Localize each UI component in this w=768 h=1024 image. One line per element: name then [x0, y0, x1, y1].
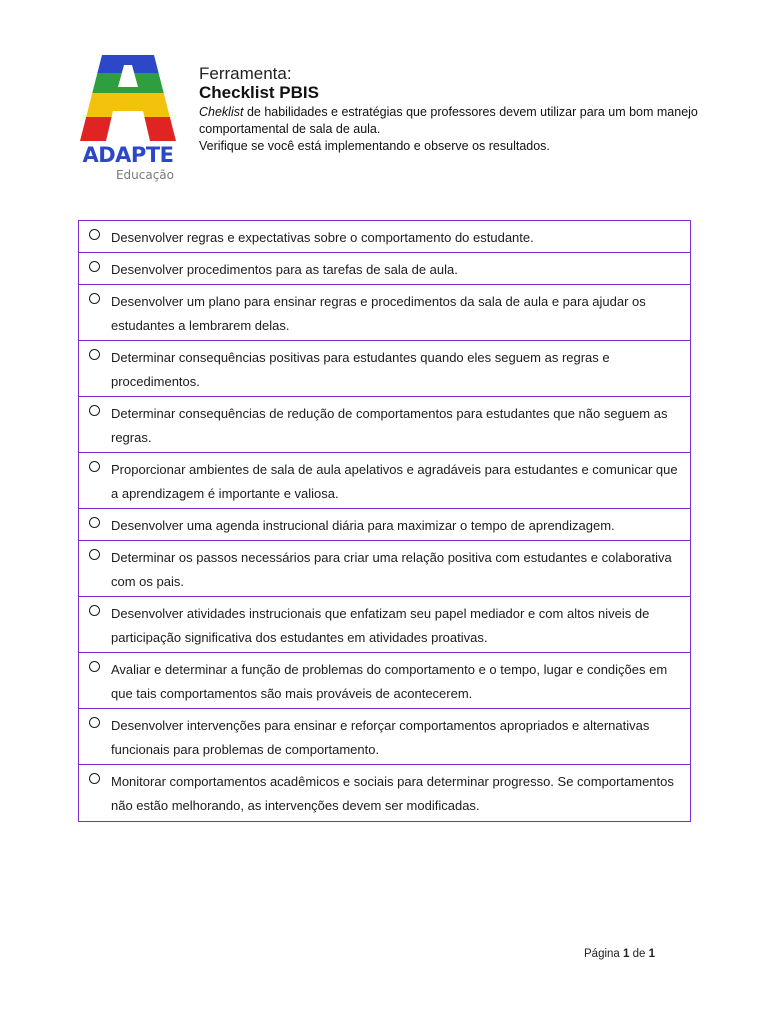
- checklist-item: [79, 597, 690, 653]
- logo-subtitle: Educação: [115, 168, 174, 182]
- current-page: 1: [623, 948, 630, 960]
- checkbox-circle-icon[interactable]: [89, 293, 100, 304]
- checklist-item: [79, 285, 690, 341]
- page-prefix: Página: [584, 948, 624, 960]
- checkbox-circle-icon[interactable]: [89, 661, 100, 672]
- checklist-item: [79, 765, 690, 821]
- checklist-item-text: Proporcionar ambientes de sala de aula apelativos e agradáveis para estudantes e comunicar que a aprendizagem é importante e valiosa.: [111, 462, 678, 501]
- checklist-item-text: Desenvolver atividades instrucionais que enfatizam seu papel mediador e com altos niveis de participação significativa dos estudantes em atividades proativas.: [111, 606, 650, 645]
- checkbox-circle-icon[interactable]: [89, 717, 100, 728]
- checklist-item-text: Monitorar comportamentos acadêmicos e sociais para determinar progresso. Se comportamentos não estão melhorando, as intervenções devem ser modificadas.: [111, 774, 674, 813]
- checklist-item: [79, 341, 690, 397]
- checklist-table: [78, 220, 691, 822]
- checkbox-circle-icon[interactable]: [89, 229, 100, 240]
- checklist-item-text: Desenvolver regras e expectativas sobre o comportamento do estudante.: [111, 230, 534, 245]
- checkbox-circle-icon[interactable]: [89, 461, 100, 472]
- logo-name: ADAPTE: [82, 143, 174, 167]
- checklist-item: [79, 653, 690, 709]
- checklist-item-text: Desenvolver procedimentos para as tarefas de sala de aula.: [111, 262, 458, 277]
- checklist-item-text: Desenvolver uma agenda instrucional diária para maximizar o tempo de aprendizagem.: [111, 518, 615, 533]
- page-footer: [584, 948, 655, 960]
- document-title: Checklist PBIS: [199, 83, 319, 102]
- description-text: de habilidades e estratégias que professores devem utilizar para um bom manejo comportamental de sala de aula.: [199, 105, 698, 136]
- adapte-logo: [80, 55, 176, 185]
- checkbox-circle-icon[interactable]: [89, 261, 100, 272]
- total-pages: 1: [648, 948, 656, 960]
- checklist-item: [79, 221, 690, 253]
- tool-label: Ferramenta:: [199, 64, 292, 83]
- document-description: [199, 104, 719, 155]
- checkbox-circle-icon[interactable]: [89, 605, 100, 616]
- checklist-item-text: Determinar consequências positivas para estudantes quando eles seguem as regras e procedimentos.: [111, 350, 610, 389]
- checkbox-circle-icon[interactable]: [89, 549, 100, 560]
- checklist-item: [79, 453, 690, 509]
- checkbox-circle-icon[interactable]: [89, 349, 100, 360]
- description-emphasis: Cheklist: [199, 105, 244, 119]
- checklist-item: [79, 509, 690, 541]
- checklist-item: [79, 709, 690, 765]
- checklist-item: [79, 541, 690, 597]
- adapte-a-icon: [80, 55, 176, 141]
- checklist-item-text: Determinar consequências de redução de comportamentos para estudantes que não seguem as regras.: [111, 406, 668, 445]
- checklist-item: [79, 253, 690, 285]
- checklist-item-text: Avaliar e determinar a função de problemas do comportamento e o tempo, lugar e condições em que tais comportamentos são mais prováveis de acontecerem.: [111, 662, 668, 701]
- document-header: [199, 64, 719, 155]
- page-separator: de: [629, 948, 649, 960]
- checkbox-circle-icon[interactable]: [89, 405, 100, 416]
- checklist-item: [79, 397, 690, 453]
- checklist-item-text: Desenvolver intervenções para ensinar e reforçar comportamentos apropriados e alternativas funcionais para problemas de comportamento.: [111, 718, 650, 757]
- checkbox-circle-icon[interactable]: [89, 517, 100, 528]
- checkbox-circle-icon[interactable]: [89, 773, 100, 784]
- checklist-item-text: Determinar os passos necessários para criar uma relação positiva com estudantes e colaborativa com os pais.: [111, 550, 672, 589]
- description-instruction: Verifique se você está implementando e observe os resultados.: [199, 139, 550, 153]
- checklist-item-text: Desenvolver um plano para ensinar regras e procedimentos da sala de aula e para ajudar os estudantes a lembrarem delas.: [111, 294, 646, 333]
